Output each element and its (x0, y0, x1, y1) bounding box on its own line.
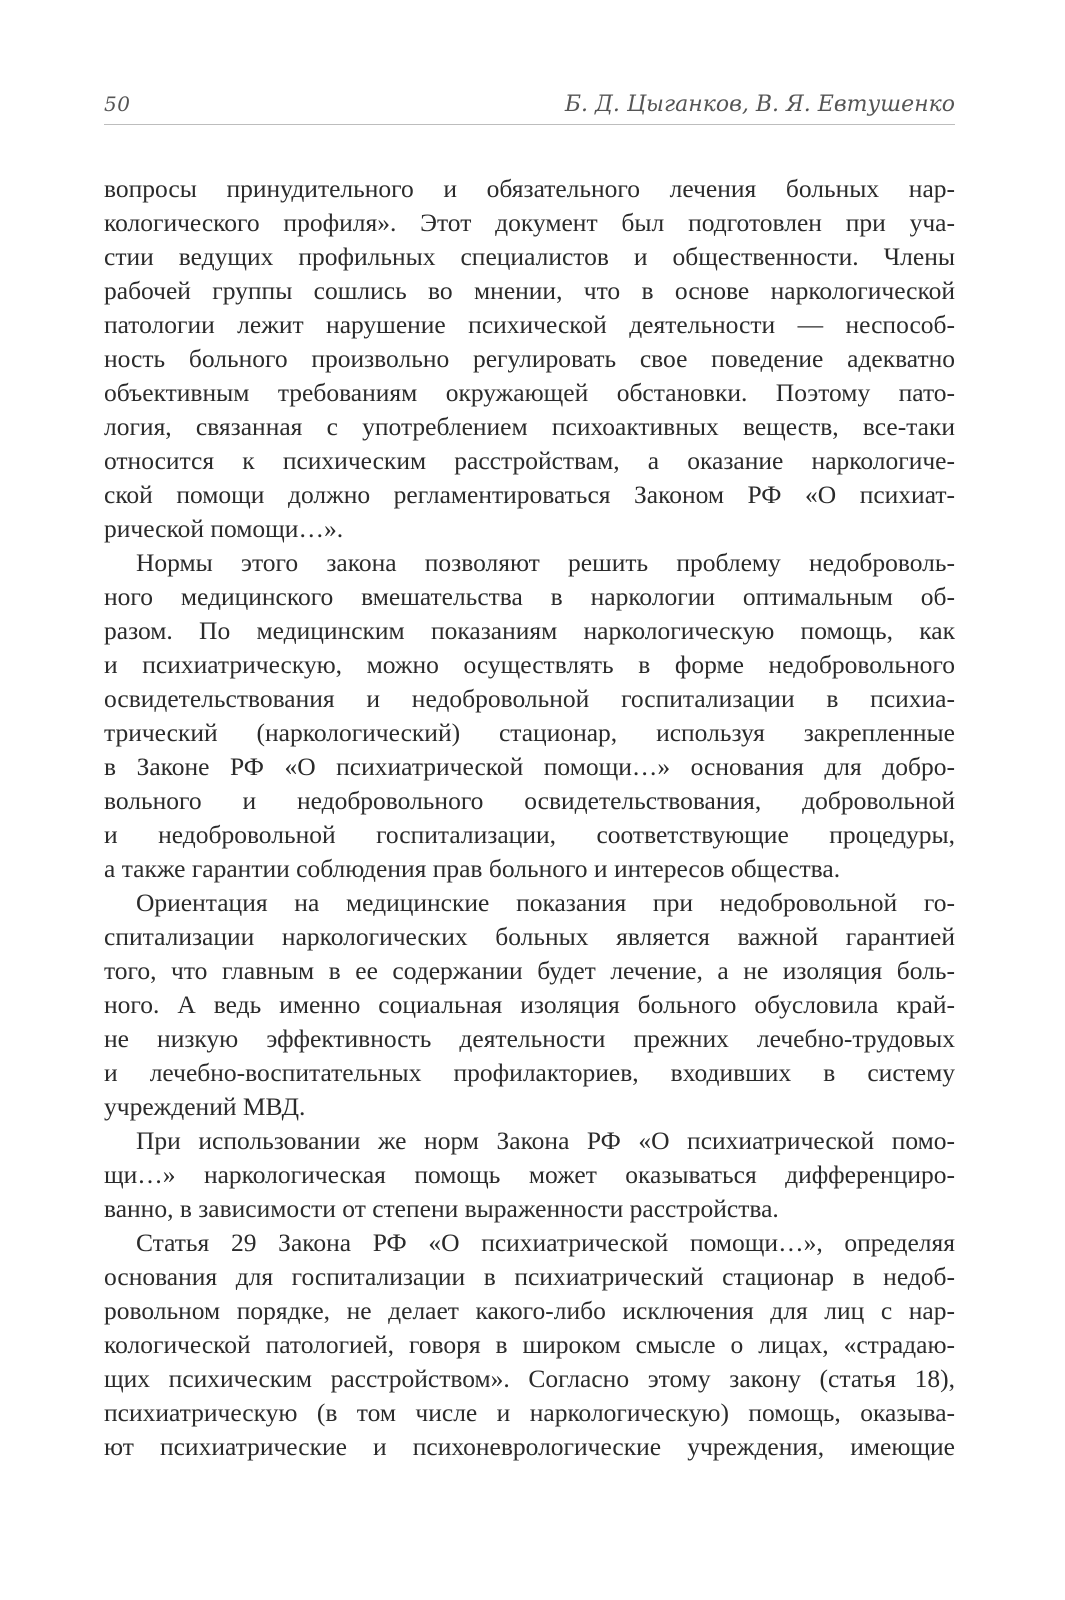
text-line: ванно, в зависимости от степени выраженности расстройства. (104, 1194, 779, 1223)
text-line: в Законе РФ «О психиатрической помощи…» основания для добро- (104, 752, 955, 781)
text-line: учреждений МВД. (104, 1092, 306, 1121)
text-line: объективным требованиям окружающей обстановки. Поэтому пато- (104, 378, 955, 407)
text-line: относится к психическим расстройствам, а оказание наркологиче- (104, 446, 955, 475)
text-line: того, что главным в ее содержании будет лечение, а не изоляция боль- (104, 956, 955, 985)
page-number: 50 (104, 92, 131, 116)
text-line: Ориентация на медицинские показания при недобровольной го- (136, 888, 955, 917)
text-line: трический (наркологический) стационар, используя закрепленные (104, 718, 955, 747)
text-line: а также гарантии соблюдения прав больного и интересов общества. (104, 854, 841, 883)
text-line: ного. А ведь именно социальная изоляция больного обусловила край- (104, 990, 955, 1019)
text-line: основания для госпитализации в психиатрический стационар в недоб- (104, 1262, 955, 1291)
text-line: и недобровольной госпитализации, соответствующие процедуры, (104, 820, 955, 849)
running-header (104, 92, 955, 132)
text-line: и лечебно-воспитательных профилакториев, входивших в систему (104, 1058, 955, 1087)
text-line: вопросы принудительного и обязательного лечения больных нар- (104, 174, 955, 203)
text-line: щих психическим расстройством». Согласно этому закону (статья 18), (104, 1364, 955, 1393)
text-line: рической помощи…». (104, 514, 344, 543)
text-line: ность больного произвольно регулировать свое поведение адекватно (104, 344, 955, 373)
header-rule (104, 124, 955, 125)
text-line: ного медицинского вмешательства в наркологии оптимальным об- (104, 582, 955, 611)
text-line: спитализации наркологических больных является важной гарантией (104, 922, 955, 951)
text-line: логия, связанная с употреблением психоактивных веществ, все-таки (104, 412, 955, 441)
text-line: рабочей группы сошлись во мнении, что в основе наркологической (104, 276, 955, 305)
text-line: ской помощи должно регламентироваться Законом РФ «О психиат- (104, 480, 955, 509)
text-line: щи…» наркологическая помощь может оказываться дифференциро- (104, 1160, 955, 1189)
text-line: При использовании же норм Закона РФ «О психиатрической помо- (136, 1126, 955, 1155)
text-line: кологической патологией, говоря в широком смысле о лицах, «страдаю- (104, 1330, 955, 1359)
text-line: Нормы этого закона позволяют решить проблему недоброволь- (136, 548, 955, 577)
text-line: освидетельствования и недобровольной госпитализации в психиа- (104, 684, 955, 713)
running-head-authors: Б. Д. Цыганков, В. Я. Евтушенко (564, 92, 955, 117)
text-line: стии ведущих профильных специалистов и общественности. Члены (104, 242, 955, 271)
text-line: патологии лежит нарушение психической деятельности — неспособ- (104, 310, 955, 339)
text-line: Статья 29 Закона РФ «О психиатрической помощи…», определяя (136, 1228, 955, 1257)
text-line: ровольном порядке, не делает какого-либо исключения для лиц с нар- (104, 1296, 955, 1325)
text-line: и психиатрическую, можно осуществлять в форме недобровольного (104, 650, 955, 679)
text-line: кологического профиля». Этот документ был подготовлен при уча- (104, 208, 955, 237)
text-line: психиатрическую (в том числе и наркологическую) помощь, оказыва- (104, 1398, 955, 1427)
text-line: вольного и недобровольного освидетельствования, добровольной (104, 786, 955, 815)
body-text (104, 172, 955, 1464)
text-line: не низкую эффективность деятельности прежних лечебно-трудовых (104, 1024, 955, 1053)
text-line: ют психиатрические и психоневрологические учреждения, имеющие (104, 1432, 955, 1461)
text-line: разом. По медицинским показаниям наркологическую помощь, как (104, 616, 955, 645)
